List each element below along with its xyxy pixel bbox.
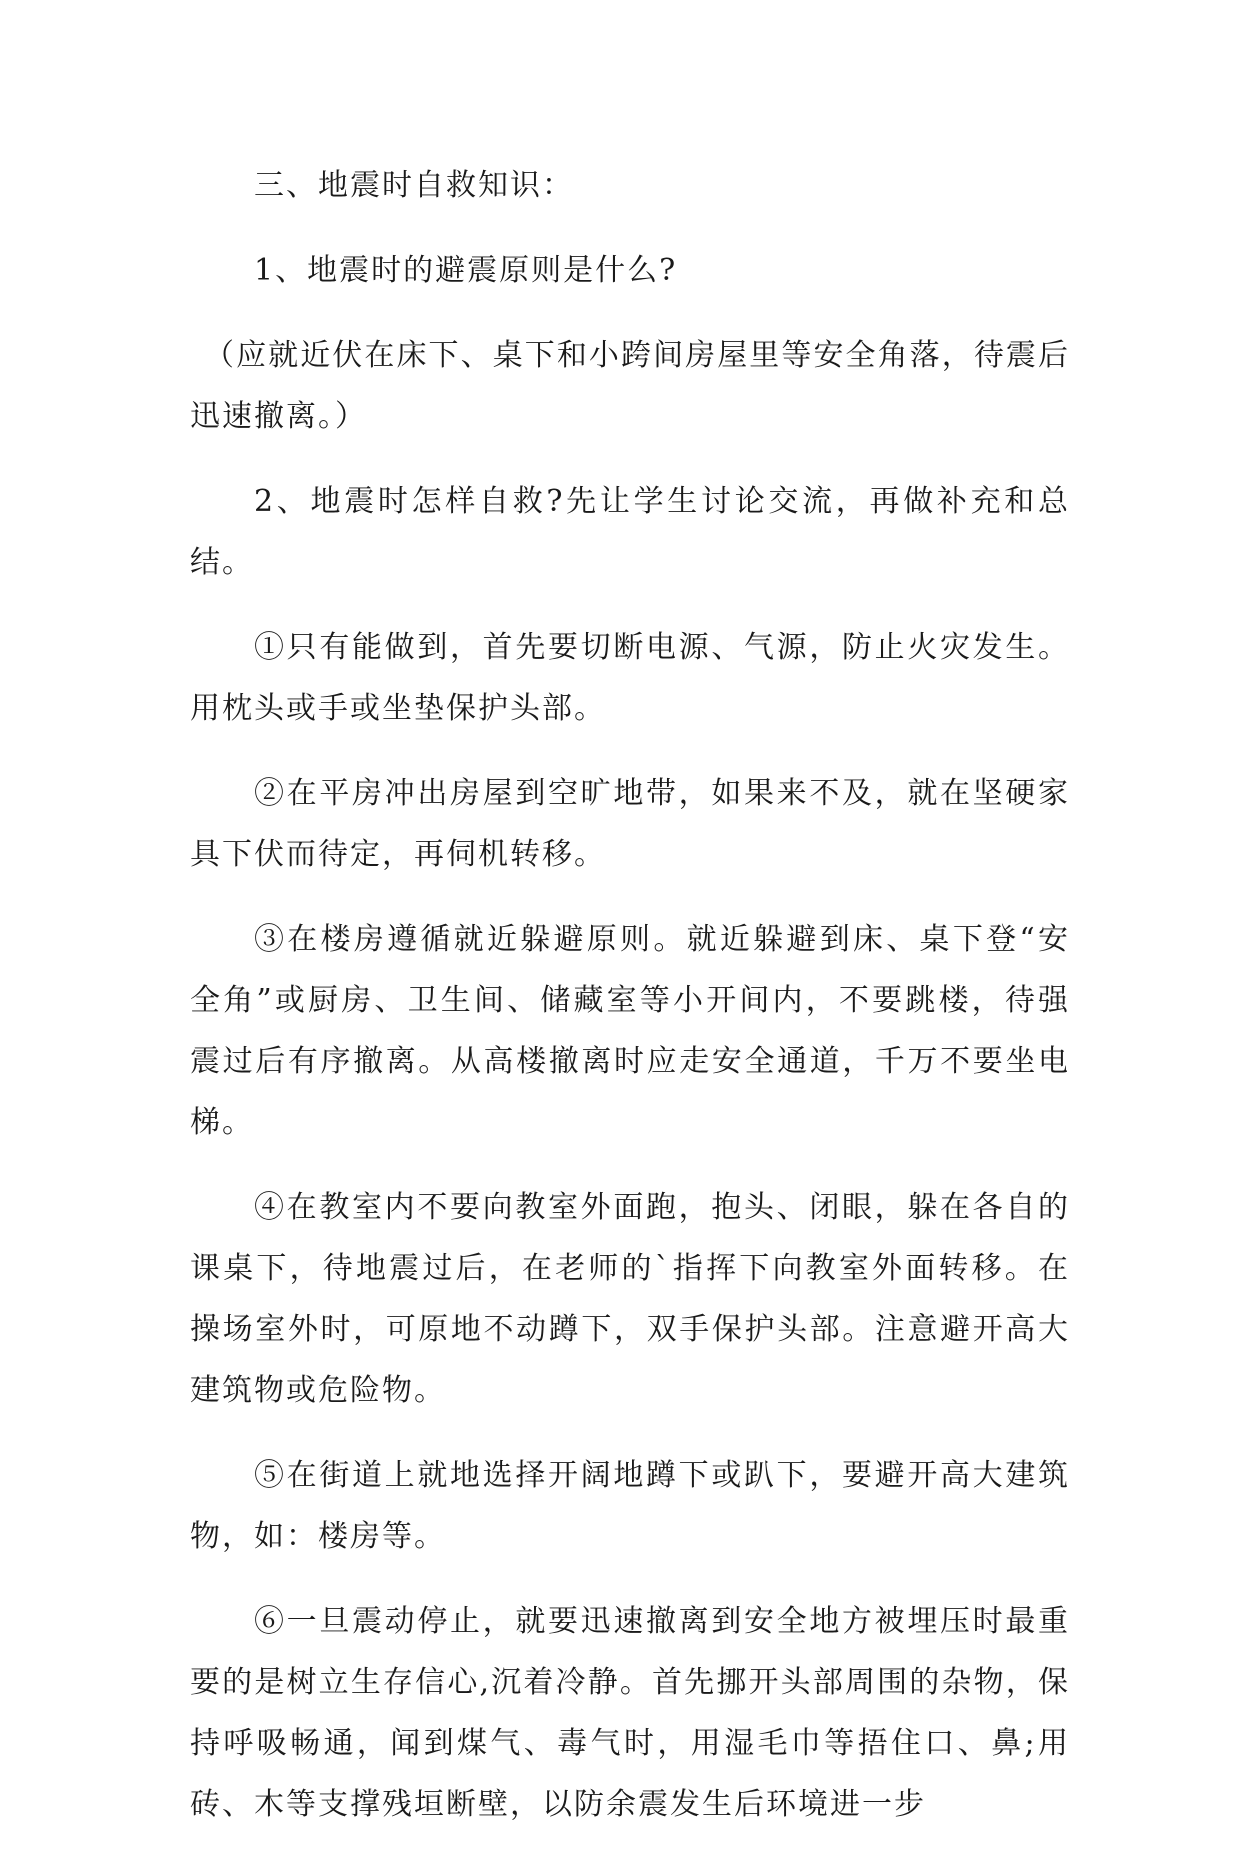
question-2: 2、地震时怎样自救?先让学生讨论交流，再做补充和总结。 bbox=[190, 484, 1070, 580]
tip-5: ⑤在街道上就地选择开阔地蹲下或趴下，要避开高大建筑物，如：楼房等。 bbox=[190, 1458, 1070, 1554]
tip-6: ⑥一旦震动停止，就要迅速撤离到安全地方被埋压时最重要的是树立生存信心,沉着冷静。首先挪开头部周围的杂物，保持呼吸畅通，闻到煤气、毒气时，用湿毛巾等捂住口、鼻;用砖、木等支撑残垣断壁，以防余震发生后环境进一步 bbox=[190, 1604, 1070, 1822]
section-heading: 三、地震时自救知识： bbox=[254, 168, 574, 203]
answer-1: （应就近伏在床下、桌下和小跨间房屋里等安全角落，待震后迅速撤离。） bbox=[190, 338, 1070, 434]
tip-3: ③在楼房遵循就近躲避原则。就近躲避到床、桌下登“安全角”或厨房、卫生间、储藏室等小开间内，不要跳楼，待强震过后有序撤离。从高楼撤离时应走安全通道，千万不要坐电梯。 bbox=[190, 922, 1070, 1140]
document-body bbox=[190, 155, 1070, 1859]
question-1: 1、地震时的避震原则是什么? bbox=[254, 253, 678, 288]
tip-1: ①只有能做到，首先要切断电源、气源，防止火灾发生。用枕头或手或坐垫保护头部。 bbox=[190, 630, 1070, 726]
tip-2: ②在平房冲出房屋到空旷地带，如果来不及，就在坚硬家具下伏而待定，再伺机转移。 bbox=[190, 776, 1070, 872]
tip-4: ④在教室内不要向教室外面跑，抱头、闭眼，躲在各自的课桌下，待地震过后，在老师的`指挥下向教室外面转移。在操场室外时，可原地不动蹲下，双手保护头部。注意避开高大建筑物或危险物。 bbox=[190, 1190, 1070, 1408]
